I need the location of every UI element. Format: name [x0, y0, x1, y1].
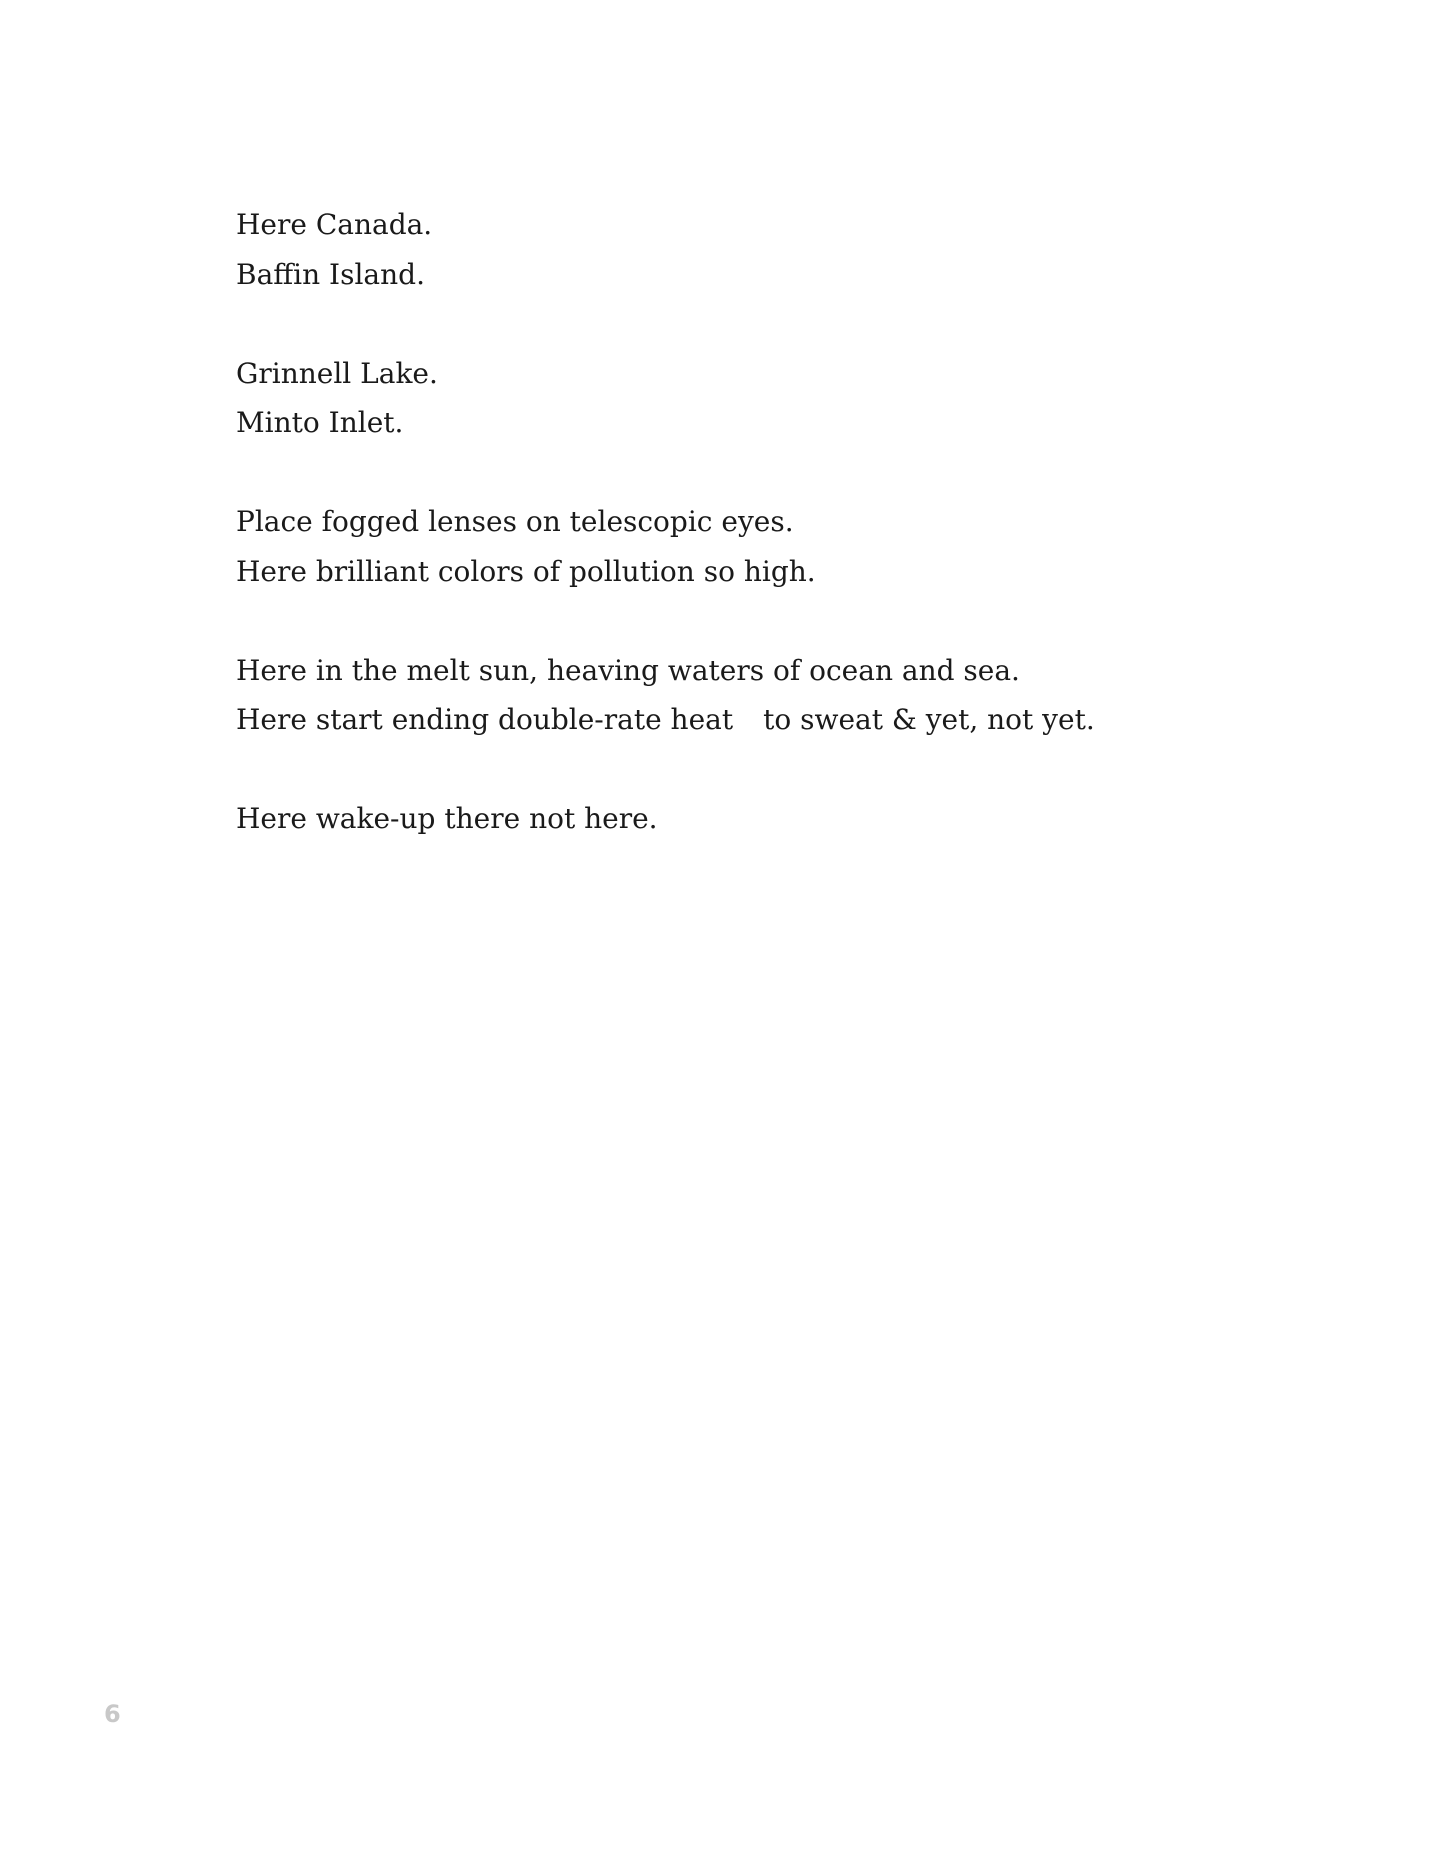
page-number: 6	[104, 1700, 121, 1728]
poem-line: Minto Inlet.	[236, 406, 404, 439]
poem-line: Here Canada.	[236, 208, 433, 241]
stanza-3	[236, 497, 1236, 596]
poem-line: Baffin Island.	[236, 257, 425, 291]
stanza-2	[236, 349, 1236, 448]
poem-line-split	[236, 695, 1236, 745]
stanza-5	[236, 794, 1236, 844]
poem-body	[236, 200, 1236, 844]
stanza-1	[236, 200, 1236, 299]
poem-line: Here brilliant colors of pollution so high.	[236, 554, 816, 588]
poem-line-part: to sweat & yet, not yet.	[763, 703, 1095, 736]
stanza-4	[236, 646, 1236, 745]
poem-line-part: Here start ending double-rate heat	[236, 703, 734, 736]
poem-line: Here in the melt sun, heaving waters of ocean and sea.	[236, 653, 1020, 687]
poem-line: Place fogged lenses on telescopic eyes.	[236, 505, 794, 538]
poem-line: Grinnell Lake.	[236, 356, 438, 390]
poem-line: Here wake-up there not here.	[236, 802, 658, 835]
